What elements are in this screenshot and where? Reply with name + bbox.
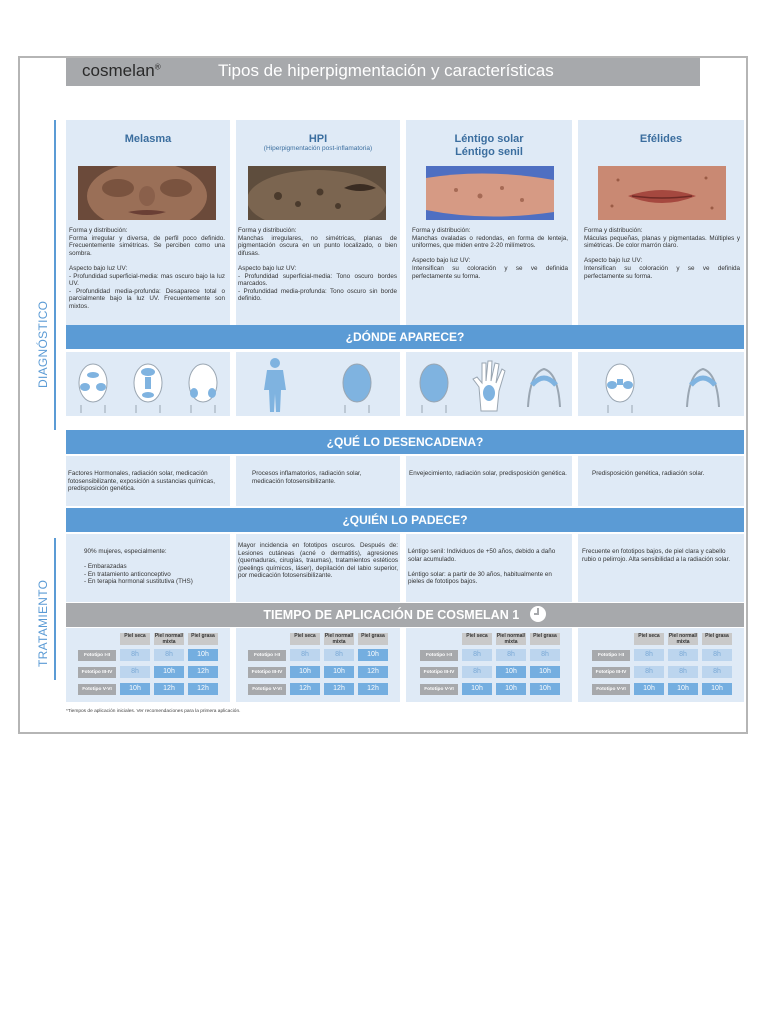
hand-icon: [469, 357, 509, 413]
table-cell: 8h: [462, 649, 492, 661]
trigger-bg: [578, 456, 744, 506]
table-cell: 12h: [290, 683, 320, 695]
table-header: Piel seca: [634, 633, 664, 645]
table-cell: 12h: [188, 666, 218, 678]
column-title: Melasma: [124, 133, 172, 145]
table-cell: 10h: [668, 683, 698, 695]
face-centro-icon: [128, 357, 168, 413]
table-cell: 10h: [496, 683, 526, 695]
tiempo-aplicacion-text: TIEMPO DE APLICACIÓN DE COSMELAN 1: [263, 608, 520, 622]
tratamiento-line: [54, 538, 56, 680]
table-cell: 10h: [290, 666, 320, 678]
table-row-label: Fototipo III-IV: [592, 667, 630, 678]
column-bg: [578, 120, 744, 328]
hpi-locations: [236, 354, 400, 416]
table-cell: 10h: [634, 683, 664, 695]
table-cell: 8h: [668, 666, 698, 678]
table-header: Piel normal/ mixta: [324, 633, 354, 645]
table-cell: 8h: [702, 666, 732, 678]
table-row-label: Fototipo I-II: [78, 650, 116, 661]
table-cell: 8h: [324, 649, 354, 661]
clock-icon: [529, 605, 547, 623]
face-cheeks-icon: [73, 357, 113, 413]
footnote: *Tiempos de aplicación iniciales. Ver recomendaciones para la primera aplicación.: [66, 709, 241, 714]
shoulders-icon: [524, 357, 564, 413]
donde-aparece-heading: ¿DÓNDE APARECE?: [66, 325, 744, 349]
table-header: Piel grasa: [530, 633, 560, 645]
table-header: Piel seca: [290, 633, 320, 645]
table-cell: 12h: [188, 683, 218, 695]
brand-logo: cosmelan®: [82, 61, 161, 80]
table-row-label: Fototipo V-VI: [78, 684, 116, 695]
table-cell: 10h: [188, 649, 218, 661]
table-cell: 8h: [154, 649, 184, 661]
lentigo-description: Forma y distribución: Manchas ovaladas o redondas, en forma de lenteja, uniformes, que miden entre 2-20 milímetros. Aspecto bajo luz UV: Intensifican su coloración y se ve definida perfectamente su forma.: [412, 227, 568, 280]
lentigo-who: Léntigo senil: Individuos de +50 años, debido a daño solar acumulado. Léntigo solar: a partir de 30 años, habitualmente en pieles de fototipos bajos.: [408, 548, 556, 586]
table-cell: 10h: [358, 649, 388, 661]
table-cell: 8h: [120, 666, 150, 678]
table-header: Piel seca: [462, 633, 492, 645]
table-header: Piel normal/ mixta: [668, 633, 698, 645]
efelides-locations: [578, 354, 744, 416]
body-icon: [260, 356, 290, 414]
table-cell: 10h: [462, 683, 492, 695]
table-cell: 10h: [530, 666, 560, 678]
column-subtitle: (Hiperpigmentación post-inflamatoria): [263, 145, 373, 152]
efelides-who: Frecuente en fototipos bajos, de piel clara y cabello rubio o pelirrojo. Alta sensibilidad a la radiación solar.: [582, 548, 731, 563]
table-cell: 10h: [154, 666, 184, 678]
column-title: Efélides: [639, 133, 683, 145]
table-header: Piel normal/ mixta: [154, 633, 184, 645]
column-title: HPI: [308, 133, 328, 145]
table-cell: 8h: [120, 649, 150, 661]
table-header: Piel grasa: [702, 633, 732, 645]
face-full-icon: [337, 357, 377, 413]
table-cell: 12h: [358, 666, 388, 678]
tiempo-aplicacion-heading: [66, 603, 744, 627]
melasma-photo: [78, 166, 216, 220]
table-cell: 8h: [634, 649, 664, 661]
efelides-triggers: Predisposición genética, radiación solar.: [592, 470, 705, 477]
hpi-triggers: Procesos inflamatorios, radiación solar, medicación fotosensibilizante.: [252, 470, 362, 485]
quien-padece-heading: ¿QUIÉN LO PADECE?: [66, 508, 744, 532]
face-mandibular-icon: [183, 357, 223, 413]
hpi-who: Mayor incidencia en fototipos oscuros. Después de: Lesiones cutáneas (acné o dermatitis), agresiones (quemaduras, cirugías, traumas), tratamientos estéticos (peelings químicos, láser), depilación del labio superior, por medicación fotosensibilizante.: [238, 542, 398, 580]
shoulders-freckles-icon: [683, 357, 723, 413]
que-desencadena-heading: ¿QUÉ LO DESENCADENA?: [66, 430, 744, 454]
table-cell: 12h: [154, 683, 184, 695]
table-cell: 8h: [496, 649, 526, 661]
table-cell: 10h: [120, 683, 150, 695]
table-row-label: Fototipo V-VI: [420, 684, 458, 695]
table-cell: 12h: [324, 683, 354, 695]
column-title: Léntigo solar: [454, 133, 524, 145]
table-row-label: Fototipo V-VI: [248, 684, 286, 695]
who-bg: [578, 534, 744, 602]
efelides-photo: [598, 166, 726, 220]
table-row-label: Fototipo III-IV: [248, 667, 286, 678]
melasma-triggers: Factores Hormonales, radiación solar, medicación fotosensibilizante, exposición a sustancias químicas, predisposición genética.: [68, 470, 216, 493]
page-title: Tipos de hiperpigmentación y características: [218, 61, 554, 80]
table-cell: 8h: [634, 666, 664, 678]
tratamiento-label: TRATAMIENTO: [36, 579, 50, 667]
table-cell: 8h: [702, 649, 732, 661]
melasma-description: Forma y distribución: Forma irregular y diversa, de perfil poco definido. Frecuentemente simétricas. Se perciben como una sombra. Aspecto bajo luz UV: - Profundidad superficial-media: mas oscuro bajo la luz UV. - Profundidad media-profunda: Desaparece total o parcialmente bajo la luz UV. Frecuentemente son mixtos.: [69, 227, 225, 310]
table-header: Piel seca: [120, 633, 150, 645]
table-cell: 10h: [530, 683, 560, 695]
table-row-label: Fototipo III-IV: [78, 667, 116, 678]
efelides-description: Forma y distribución: Máculas pequeñas, planas y pigmentadas. Múltiples y simétricas. De color marrón claro. Aspecto bajo luz UV: Intensifican su coloración y se ve definida perfectamente su forma.: [584, 227, 740, 280]
table-row-label: Fototipo V-VI: [592, 684, 630, 695]
hpi-photo: [248, 166, 386, 220]
table-row-label: Fototipo III-IV: [420, 667, 458, 678]
lentigo-triggers: Envejecimiento, radiación solar, predisposición genética.: [409, 470, 567, 477]
lentigo-photo: [426, 166, 554, 220]
table-row-label: Fototipo I-II: [420, 650, 458, 661]
table-header: Piel grasa: [358, 633, 388, 645]
table-cell: 8h: [462, 666, 492, 678]
melasma-locations: [66, 354, 230, 416]
table-row-label: Fototipo I-II: [248, 650, 286, 661]
table-cell: 8h: [290, 649, 320, 661]
lentigo-locations: [406, 354, 572, 416]
melasma-who: 90% mujeres, especialmente: - Embarazadas - En tratamiento anticonceptivo - En terapia hormonal sustitutiva (THS): [84, 548, 193, 586]
face-freckles-icon: [600, 357, 640, 413]
hpi-description: Forma y distribución: Manchas irregulares, no simétricas, planas de pigmentación oscura en un punto localizado, o bien difusas. Aspecto bajo luz UV: - Profundidad superficial-media: Tono oscuro bordes marcados. - Profundidad media-profunda: Tono oscuro sin borde definido.: [238, 227, 397, 303]
diagnostico-line: [54, 120, 56, 430]
table-cell: 10h: [496, 666, 526, 678]
face-lentigo-icon: [414, 357, 454, 413]
table-cell: 12h: [358, 683, 388, 695]
trigger-bg: [406, 456, 572, 506]
table-row-label: Fototipo I-II: [592, 650, 630, 661]
table-cell: 10h: [324, 666, 354, 678]
table-cell: 8h: [668, 649, 698, 661]
diagnostico-label: DIAGNÓSTICO: [36, 300, 50, 388]
table-header: Piel grasa: [188, 633, 218, 645]
column-title-2: Léntigo senil: [455, 146, 523, 158]
table-cell: 10h: [702, 683, 732, 695]
table-cell: 8h: [530, 649, 560, 661]
table-header: Piel normal/ mixta: [496, 633, 526, 645]
